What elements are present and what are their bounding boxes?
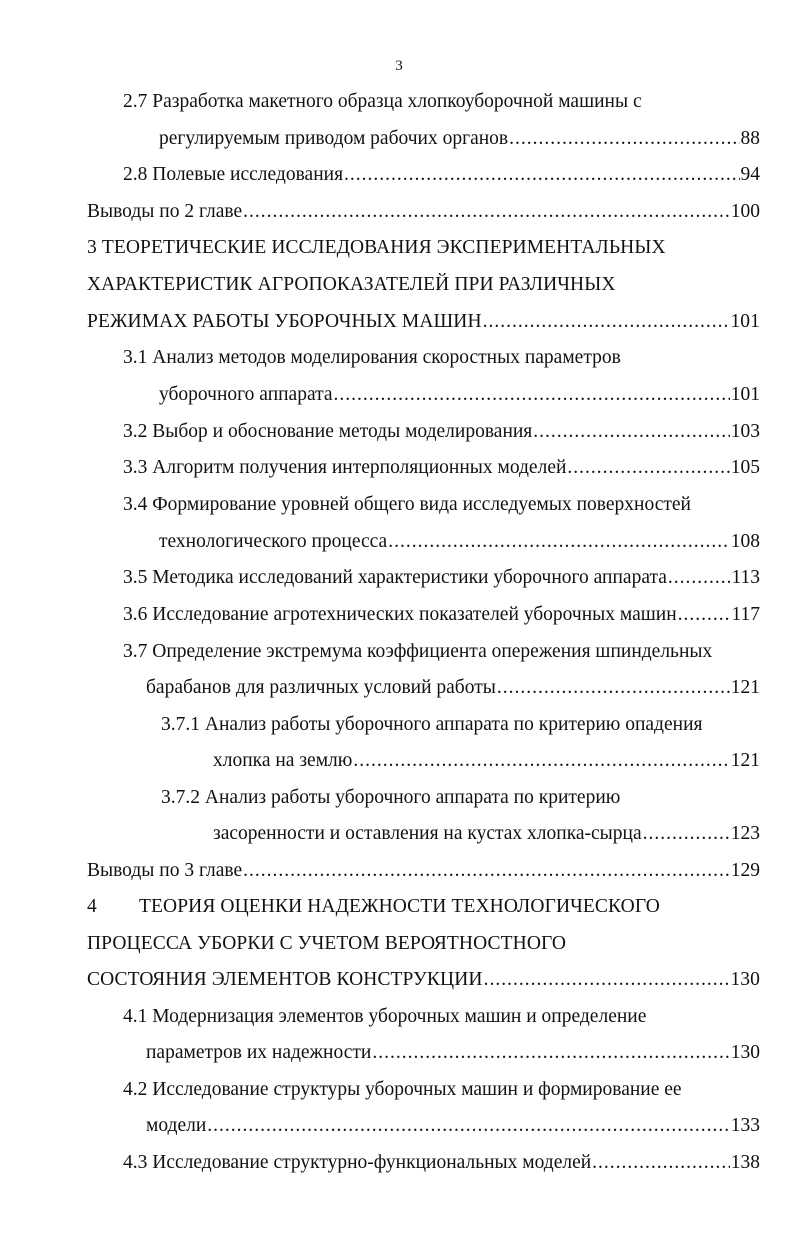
toc-entry-text: 2.8 Полевые исследования: [123, 164, 344, 185]
toc-entry-text: уборочного аппарата: [159, 384, 333, 405]
toc-entry-3-7-line1: 3.7 Определение экстремума коэффициента опережения шпиндельных: [123, 641, 713, 662]
toc-entry-text: 3.6 Исследование агротехнических показателей уборочных машин: [123, 604, 677, 625]
toc-page-number: 121: [730, 677, 760, 698]
toc-page-number: 121: [730, 750, 760, 771]
page-number: 3: [395, 58, 403, 74]
leader-dots: [668, 566, 731, 590]
toc-chapter-4-line2: ПРОЦЕССА УБОРКИ С УЧЕТОМ ВЕРОЯТНОСТНОГО: [87, 933, 567, 954]
leader-dots: [243, 200, 730, 224]
chapter-number: 4: [87, 896, 97, 917]
toc-entry-2-7-line2: [159, 127, 760, 151]
toc-entry-3-7-1-line1: 3.7.1 Анализ работы уборочного аппарата по критерию опадения: [161, 714, 703, 735]
toc-entry-4-3: [123, 1151, 760, 1175]
toc-entry-text: 3.2 Выбор и обоснование методы моделирования: [123, 421, 533, 442]
toc-entry-text: ТЕОРИЯ ОЦЕНКИ НАДЕЖНОСТИ ТЕХНОЛОГИЧЕСКОГО: [139, 896, 660, 917]
toc-page-number: 108: [730, 531, 760, 552]
toc-page-number: 117: [731, 604, 760, 625]
toc-entry-4-2-line1: 4.2 Исследование структуры уборочных машин и формирование ее: [123, 1079, 682, 1100]
leader-dots: [497, 676, 730, 700]
leader-dots: [592, 1151, 730, 1175]
leader-dots: [483, 310, 730, 334]
toc-page-number: 101: [730, 311, 760, 332]
toc-entry-2-8: [123, 163, 760, 187]
toc-chapter-4-line1: [87, 895, 660, 919]
toc-entry-4-1-line1: 4.1 Модернизация элементов уборочных машин и определение: [123, 1006, 647, 1027]
leader-dots: [533, 420, 729, 444]
toc-entry-3-7-2-line2: [213, 822, 760, 846]
leader-dots: [243, 859, 730, 883]
toc-entry-text: модели: [146, 1115, 207, 1136]
toc-page-number: 105: [730, 457, 760, 478]
toc-page-number: 138: [730, 1152, 760, 1173]
toc-entry-text: СОСТОЯНИЯ ЭЛЕМЕНТОВ КОНСТРУКЦИИ: [87, 969, 483, 990]
leader-dots: [207, 1114, 729, 1138]
toc-page-number: 100: [730, 201, 760, 222]
toc-entry-3-3: [123, 456, 760, 480]
toc-entry-3-5: [123, 566, 760, 590]
toc-entry-3-4-line2: [159, 530, 760, 554]
toc-conclusions-3: [87, 859, 760, 883]
leader-dots: [353, 749, 729, 773]
toc-entry-text: Выводы по 2 главе: [87, 201, 243, 222]
toc-page-number: 113: [731, 567, 760, 588]
toc-page-number: 133: [730, 1115, 760, 1136]
toc-entry-3-7-2-line1: 3.7.2 Анализ работы уборочного аппарата по критерию: [161, 787, 621, 808]
toc-entry-text: параметров их надежности: [146, 1042, 372, 1063]
toc-entry-4-1-line2: [146, 1041, 760, 1065]
toc-chapter-4-line3: [87, 968, 760, 992]
toc-page-number: 123: [730, 823, 760, 844]
toc-entry-text: 4.3 Исследование структурно-функциональных моделей: [123, 1152, 592, 1173]
toc-entry-4-2-line2: [146, 1114, 760, 1138]
toc-entry-3-7-line2: [146, 676, 760, 700]
toc-entry-3-7-1-line2: [213, 749, 760, 773]
toc-entry-3-6: [123, 603, 760, 627]
toc-page-number: 94: [740, 164, 760, 185]
leader-dots: [344, 163, 739, 187]
leader-dots: [484, 968, 730, 992]
toc-entry-3-2: [123, 420, 760, 444]
toc-entry-text: 3.5 Методика исследований характеристики уборочного аппарата: [123, 567, 667, 588]
leader-dots: [334, 383, 730, 407]
toc-page-number: 103: [730, 421, 760, 442]
toc-page-number: 130: [730, 969, 760, 990]
toc-entry-text: РЕЖИМАХ РАБОТЫ УБОРОЧНЫХ МАШИН: [87, 311, 482, 332]
leader-dots: [678, 603, 731, 627]
toc-entry-text: хлопка на землю: [213, 750, 353, 771]
leader-dots: [509, 127, 739, 151]
toc-entry-text: 3.3 Алгоритм получения интерполяционных моделей: [123, 457, 567, 478]
leader-dots: [388, 530, 730, 554]
toc-chapter-3-line2: ХАРАКТЕРИСТИК АГРОПОКАЗАТЕЛЕЙ ПРИ РАЗЛИЧНЫХ: [87, 274, 616, 295]
toc-entry-2-7-line1: 2.7 Разработка макетного образца хлопкоуборочной машины с: [123, 91, 642, 112]
toc-chapter-3-line3: [87, 310, 760, 334]
toc-entry-text: регулируемым приводом рабочих органов: [159, 128, 509, 149]
toc-page-number: 129: [730, 860, 760, 881]
toc-entry-3-4-line1: 3.4 Формирование уровней общего вида исследуемых поверхностей: [123, 494, 691, 515]
toc-chapter-3-line1: 3 ТЕОРЕТИЧЕСКИЕ ИССЛЕДОВАНИЯ ЭКСПЕРИМЕНТАЛЬНЫХ: [87, 237, 666, 258]
toc-page-number: 101: [730, 384, 760, 405]
toc-entry-3-1-line1: 3.1 Анализ методов моделирования скоростных параметров: [123, 347, 621, 368]
toc-entry-text: технологического процесса: [159, 531, 388, 552]
leader-dots: [643, 822, 730, 846]
toc-entry-text: Выводы по 3 главе: [87, 860, 243, 881]
toc-entry-3-1-line2: [159, 383, 760, 407]
toc-entry-text: засоренности и оставления на кустах хлопка-сырца: [213, 823, 642, 844]
toc-page-number: 130: [730, 1042, 760, 1063]
leader-dots: [372, 1041, 729, 1065]
toc-entry-text: барабанов для различных условий работы: [146, 677, 496, 698]
toc-page-number: 88: [740, 128, 760, 149]
toc-conclusions-2: [87, 200, 760, 224]
leader-dots: [567, 456, 729, 480]
